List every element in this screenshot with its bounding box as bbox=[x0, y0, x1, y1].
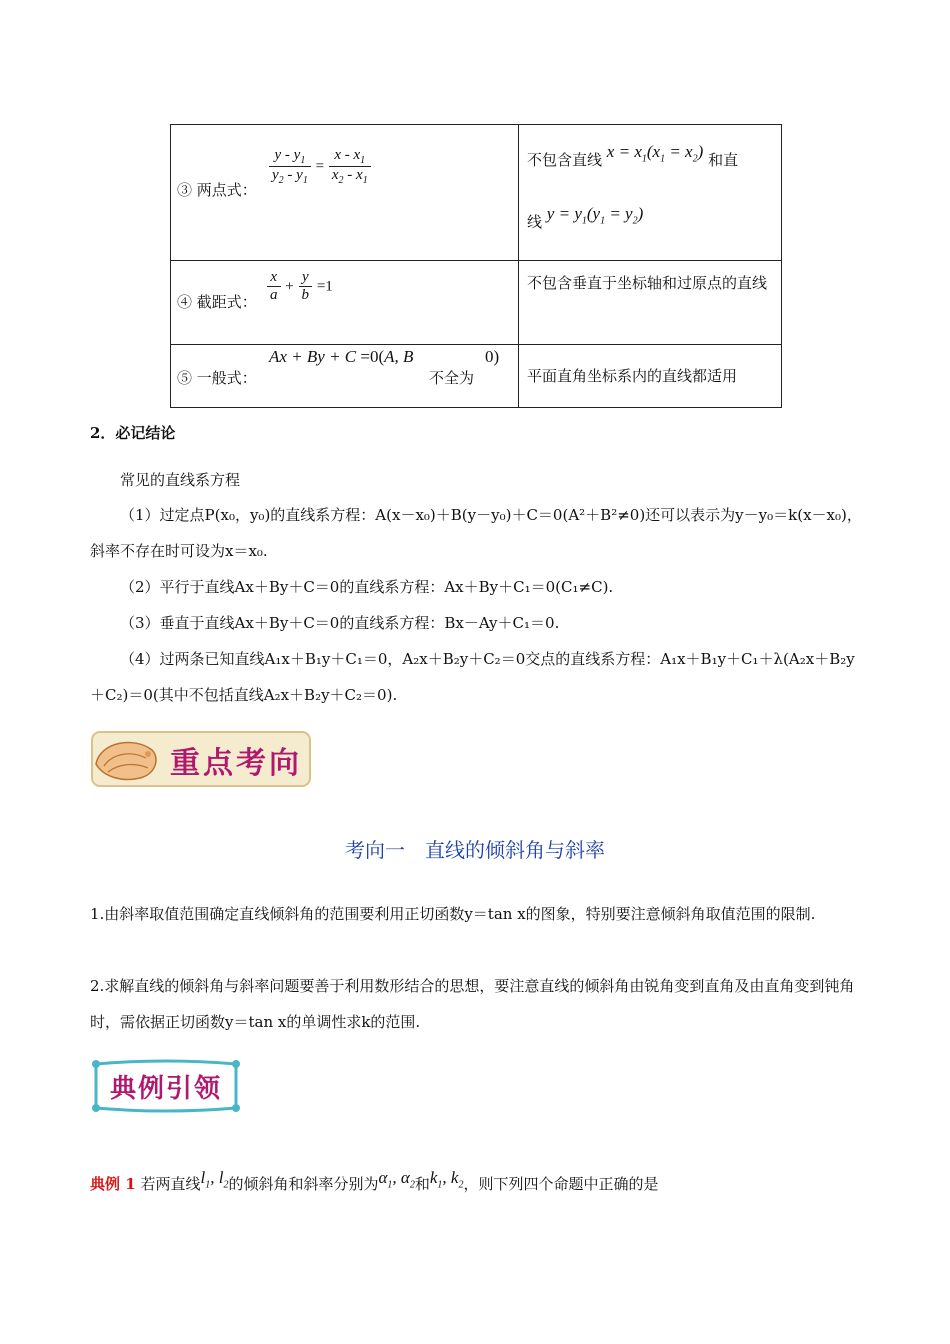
equals-sign: = bbox=[315, 158, 325, 175]
banner-text: 重点考向 bbox=[170, 746, 302, 781]
note-paragraph: 1.由斜率取值范围确定直线倾斜角的范围要利用正切函数y＝tan x的图象，特别要注意倾斜角取值范围的限制. bbox=[90, 905, 816, 923]
example-text: ，则下列四个命题中正确的是 bbox=[463, 1175, 659, 1193]
fraction-right: $\frac{x - x_1}{x_2 - x_1}$ bbox=[329, 147, 371, 186]
column-divider bbox=[518, 345, 519, 407]
intercept-formula bbox=[267, 269, 333, 304]
note-paragraph: 2.求解直线的倾斜角与斜率问题要善于利用数形结合的思想，要注意直线的倾斜角由锐角变到直角及由直角变到钝角时，需依据正切函数y＝tan x的单调性求k的范围. bbox=[90, 977, 855, 1031]
note-text: 和直 bbox=[708, 151, 739, 169]
list-item: （3）垂直于直线Ax＋By＋C＝0的直线系方程：Bx－Ay＋C₁＝0. bbox=[120, 614, 560, 632]
general-formula bbox=[269, 347, 413, 367]
row-label: ③ 两点式： bbox=[177, 181, 257, 199]
general-formula-ab: A, B bbox=[384, 347, 414, 366]
fraction-y-b: $\frac{y}{b}$ bbox=[299, 269, 313, 304]
example-text: 若两直线 bbox=[140, 1175, 201, 1193]
column-divider bbox=[518, 125, 519, 260]
column-divider bbox=[518, 261, 519, 344]
table-row bbox=[171, 125, 781, 261]
equals-one: =1 bbox=[316, 278, 333, 295]
general-formula-eq: =0( bbox=[356, 347, 385, 366]
list-item: （4）过两条已知直线A₁x＋B₁y＋C₁＝0，A₂x＋B₂y＋C₂＝0交点的直线系方程：A₁x＋B₁y＋C₁＋λ(A₂x＋B₂y＋C₂)＝0(其中不包括直线A₂x＋B₂y＋C₂＝0). bbox=[90, 650, 855, 704]
row-note: 平面直角坐标系内的直线都适用 bbox=[527, 367, 738, 385]
formula-l1-l2: $l_1$, $l_2$ bbox=[200, 1168, 229, 1191]
fraction-left: $\frac{y - y_1}{y_2 - y_1}$ bbox=[269, 147, 311, 186]
table-row bbox=[171, 261, 781, 345]
example-line bbox=[90, 1160, 658, 1203]
example-text: 和 bbox=[414, 1175, 430, 1193]
badge-text: 典例引领 bbox=[109, 1074, 222, 1104]
intro-text: 常见的直线系方程 bbox=[120, 471, 241, 489]
example-badge bbox=[90, 1056, 242, 1116]
general-formula-tail: 不全为 bbox=[429, 369, 475, 387]
table-row bbox=[171, 345, 781, 407]
formula-alpha: $\alpha_1$, $\alpha_2$ bbox=[378, 1168, 415, 1191]
general-formula-main: Ax + By + C bbox=[269, 347, 357, 366]
row-label: ④ 截距式： bbox=[177, 293, 257, 311]
section-heading: 2．必记结论 bbox=[90, 424, 176, 442]
list-item: （1）过定点P(x₀，y₀)的直线系方程：A(x－x₀)＋B(y－y₀)＋C＝0(A²＋B²≠0)还可以表示为y－y₀＝k(x－x₀)，斜率不存在时可设为x＝x₀. bbox=[90, 506, 862, 560]
plus-sign: + bbox=[285, 278, 294, 295]
formula-y-eq-y1: $y = y_1(y_1 = y_2)$ bbox=[546, 204, 644, 227]
section-title: 考向一 直线的倾斜角与斜率 bbox=[345, 838, 605, 862]
row-note: 不包含垂直于坐标轴和过原点的直线 bbox=[527, 274, 768, 292]
row-label: ⑤ 一般式： bbox=[177, 369, 257, 387]
example-label: 典例 1 bbox=[90, 1175, 136, 1193]
general-formula-close: 0) bbox=[485, 347, 500, 366]
note-text: 线 bbox=[527, 213, 543, 231]
key-points-banner bbox=[90, 728, 312, 790]
row-note bbox=[527, 135, 771, 239]
formula-table bbox=[170, 124, 782, 408]
example-text: 的倾斜角和斜率分别为 bbox=[228, 1175, 379, 1193]
two-point-formula bbox=[269, 147, 371, 186]
fraction-x-a: $\frac{x}{a}$ bbox=[267, 269, 281, 304]
formula-k1-k2: $k_1$, $k_2$ bbox=[429, 1168, 464, 1191]
list-item: （2）平行于直线Ax＋By＋C＝0的直线系方程：Ax＋By＋C₁＝0(C₁≠C). bbox=[120, 578, 614, 596]
note-text: 不包含直线 bbox=[527, 151, 603, 169]
formula-x-eq-x1: $x = x_1(x_1 = x_2)$ bbox=[606, 142, 704, 165]
